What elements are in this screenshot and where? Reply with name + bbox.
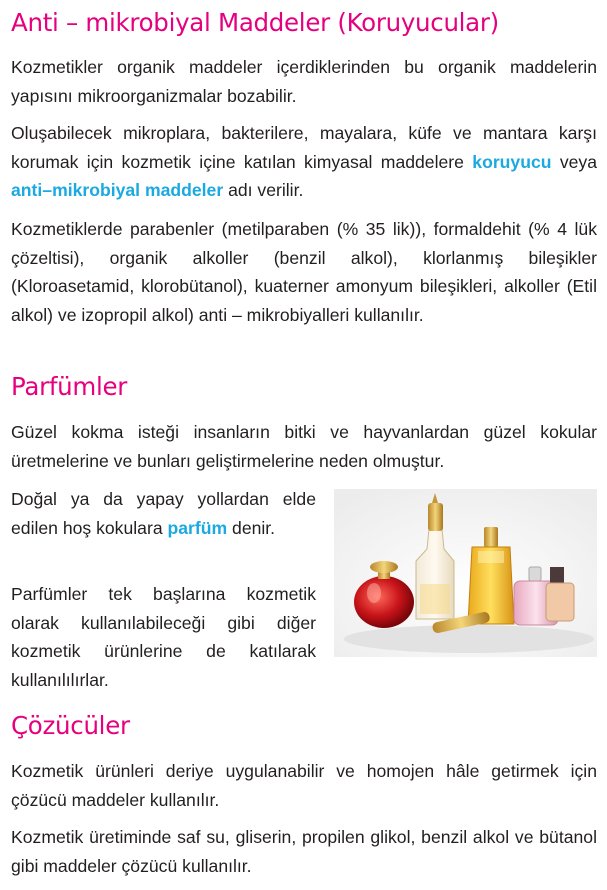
paragraph-cozucu-examples: Kozmetik üretiminde saf su, gliserin, propilen glikol, benzil alkol ve bütanol gibi maddeler çözücü kullanılır. (11, 827, 597, 876)
paragraph-anti-examples: Kozmetiklerde parabenler (metilparaben (% 35 lik)), formaldehit (% 4 lük çözeltisi), organik alkoller (benzil alkol), klorlanmış bileşikler (Kloroasetamid, klorobütanol), kuaterner amonyum bileşikleri, alkoller (Etil alkol) ve izopropil alkol) anti – mikrobiyalleri kullanılır. (11, 219, 597, 325)
paragraph-parfum-definition (11, 485, 316, 542)
paragraph-cozucu-intro: Kozmetik ürünleri deriye uygulanabilir ve homojen hâle getirmek için çözücü maddeler kullanılır. (11, 761, 597, 810)
heading-cozuculer: Çözücüler (11, 711, 130, 740)
paragraph-parfum-usage: Parfümler tek başlarına kozmetik olarak kullanılabileceği gibi diğer kozmetik ürünlerine de katılarak kullanılılırlar. (11, 584, 316, 690)
term-anti-mikrobiyal: anti–mikrobiyal maddeler (11, 180, 224, 200)
paragraph-anti-definition (11, 119, 597, 205)
heading-parfumler: Parfümler (11, 372, 128, 401)
term-koruyucu: koruyucu (472, 151, 552, 172)
paragraph-parfum-intro: Güzel kokma isteği insanların bitki ve hayvanlardan güzel kokular üretmelerine ve bunları geliştirmelerine neden olmuştur. (11, 422, 597, 471)
heading-anti-mikrobiyal: Anti – mikrobiyal Maddeler (Koruyucular) (11, 8, 499, 37)
term-parfum: parfüm (167, 517, 228, 538)
perfume-bottles-photo (334, 489, 597, 657)
text-segment: adı verilir. (223, 180, 304, 200)
text-segment: veya (551, 151, 597, 172)
text-segment: denir. (227, 517, 276, 538)
text-segment: Oluşabilecek mikroplara, bakterilere, mayalara, küfe ve mantara karşı korumak için kozmetik içine katılan kimyasal maddelere (11, 123, 597, 172)
text-segment: Doğal ya da yapay yollardan elde edilen hoş kokulara (11, 489, 316, 538)
paragraph-anti-intro: Kozmetikler organik maddeler içerdiklerinden bu organik maddelerin yapısını mikroorganizmalar bozabilir. (11, 57, 597, 106)
